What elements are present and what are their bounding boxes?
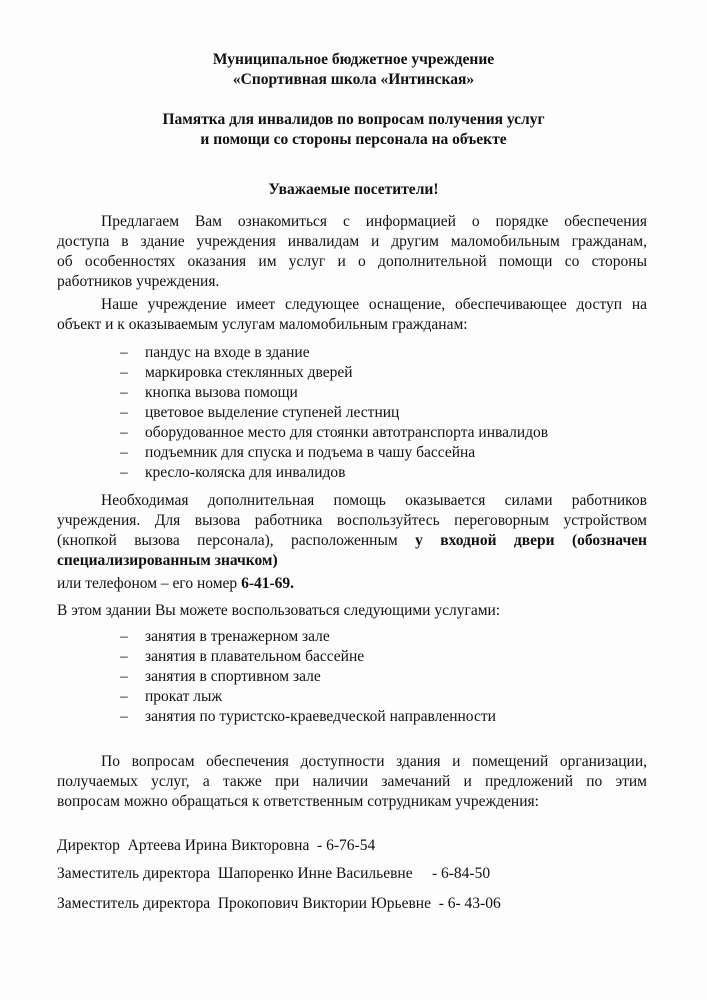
- equipment-paragraph: [57, 295, 647, 335]
- intro-line-4: работников учреждения.: [57, 273, 220, 290]
- org-name-line1: Муниципальное бюджетное учреждение: [212, 51, 495, 68]
- phone-number: 6-41-69.: [241, 575, 295, 592]
- list-item: – кресло-коляска для инвалидов: [120, 464, 346, 481]
- contacts-paragraph: [57, 752, 647, 812]
- help-line-4-bold: специализированным значком): [57, 552, 278, 569]
- intro-line-2: доступа в здание учреждения инвалидам и другим маломобильным гражданам,: [57, 233, 647, 250]
- intro-line-1: Предлагаем Вам ознакомиться с информацией о порядке обеспечения: [101, 213, 647, 230]
- contacts-line-1: По вопросам обеспечения доступности здания и помещений организации,: [101, 753, 647, 770]
- intro-line-3: об особенностях оказания им услуг и о дополнительной помощи со стороны: [57, 253, 647, 270]
- list-item: – занятия в тренажерном зале: [120, 628, 330, 645]
- contacts-line-2: получаемых услуг, а также при наличии замечаний и предложений по этим: [57, 773, 647, 790]
- contact-deputy-2: Заместитель директора Прокопович Виктории Юрьевне - 6- 43-06: [57, 895, 501, 912]
- equipment-line-1: Наше учреждение имеет следующее оснащение, обеспечивающее доступ на: [101, 296, 647, 313]
- memo-title-line1: Памятка для инвалидов по вопросам получения услуг: [162, 111, 545, 128]
- list-item: – занятия в спортивном зале: [120, 668, 321, 685]
- list-item: – маркировка стеклянных дверей: [120, 364, 353, 381]
- services-intro: В этом здании Вы можете воспользоваться следующими услугами:: [57, 602, 501, 619]
- list-item: – цветовое выделение ступеней лестниц: [120, 404, 400, 421]
- list-item: – занятия в плавательном бассейне: [120, 648, 365, 665]
- contacts-line-3: вопросам можно обращаться к ответственным сотрудникам учреждения:: [57, 793, 539, 810]
- list-item: – занятия по туристско-краеведческой направленности: [120, 708, 496, 725]
- list-item: – кнопка вызова помощи: [120, 384, 298, 401]
- list-item: – подъемник для спуска и подъема в чашу бассейна: [120, 444, 476, 461]
- greeting: Уважаемые посетители!: [268, 181, 439, 198]
- contact-director: Директор Артеева Ирина Викторовна - 6-76-54: [57, 837, 376, 854]
- help-line-2: учреждения. Для вызова работника воспользуйтесь переговорным устройством: [57, 512, 647, 529]
- intro-paragraph: [57, 212, 647, 292]
- org-name-line2: «Спортивная школа «Интинская»: [232, 71, 475, 88]
- phone-line: [57, 574, 294, 594]
- list-item: – прокат лыж: [120, 688, 223, 705]
- help-line-1: Необходимая дополнительная помощь оказывается силами работников: [101, 492, 647, 509]
- equipment-list: [120, 343, 548, 483]
- help-paragraph: [57, 491, 647, 571]
- list-item: – оборудованное место для стоянки автотранспорта инвалидов: [120, 424, 549, 441]
- list-item: – пандус на входе в здание: [120, 344, 310, 361]
- help-line-3: (кнопкой вызова персонала), расположенным: [57, 532, 416, 549]
- equipment-line-2: объект и к оказываемым услугам маломобильным гражданам:: [57, 316, 468, 333]
- services-list: [120, 627, 496, 727]
- help-line-3-bold: у входной двери (обозначен: [415, 532, 647, 549]
- phone-prefix: или телефоном – его номер: [57, 575, 242, 592]
- memo-title-line2: и помощи со стороны персонала на объекте: [200, 131, 507, 148]
- contact-deputy-1: Заместитель директора Шапоренко Инне Васильевне - 6-84-50: [57, 865, 491, 882]
